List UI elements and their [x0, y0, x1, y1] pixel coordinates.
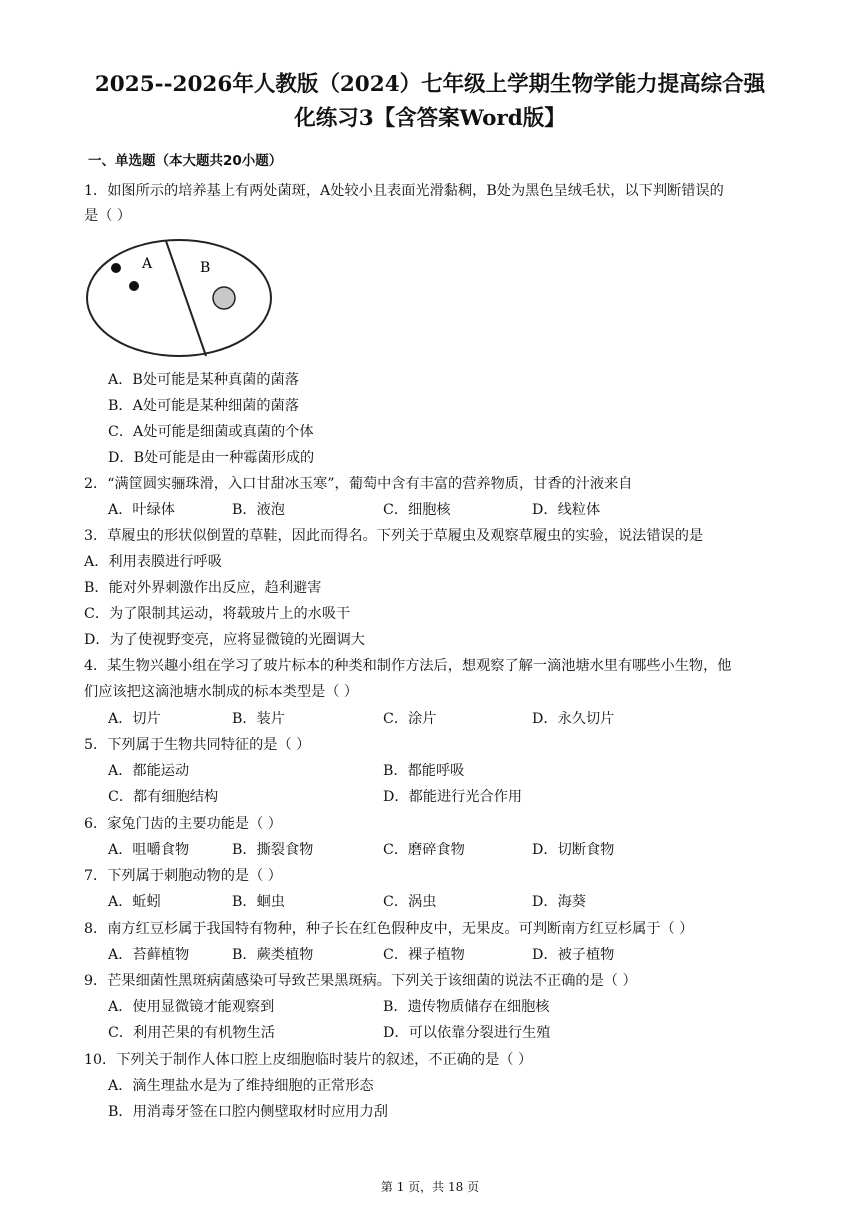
q8-stem: 8．南方红豆杉属于我国特有物种，种子长在红色假种皮中，无果皮。可判断南方红豆杉属于（ ） — [84, 921, 694, 937]
q8-option-d: D．被子植物 — [532, 947, 615, 963]
title-line-1: 2025--2026年人教版（2024）七年级上学期生物学能力提高综合强 — [94, 72, 766, 97]
q10-stem: 10．下列关于制作人体口腔上皮细胞临时装片的叙述，不正确的是（ ） — [84, 1052, 533, 1068]
title-line-2: 化练习3【含答案Word版】 — [294, 106, 566, 131]
q2-option-a: A．叶绿体 — [108, 502, 175, 518]
q1-stem-line-1: 1．如图所示的培养基上有两处菌斑，A处较小且表面光滑黏稠，B处为黑色呈绒毛状，以下判断错误的 — [84, 183, 724, 199]
q4-stem-line-2: 们应该把这滴池塘水制成的标本类型是（ ） — [84, 684, 359, 700]
q10-option-b: B．用消毒牙签在口腔内侧壁取材时应用力刮 — [108, 1104, 388, 1120]
q5-stem: 5．下列属于生物共同特征的是（ ） — [84, 737, 311, 753]
q8-option-a: A．苔藓植物 — [108, 947, 190, 963]
q2-option-d: D．线粒体 — [532, 502, 601, 518]
q7-stem: 7．下列属于刺胞动物的是（ ） — [84, 868, 282, 884]
dish-outline — [87, 240, 271, 356]
q7-option-c: C．涡虫 — [383, 894, 437, 910]
page-footer: 第 1 页，共 18 页 — [380, 1180, 480, 1194]
q9-option-c: C．利用芒果的有机物生活 — [108, 1025, 275, 1041]
q5-option-d: D．都能进行光合作用 — [383, 789, 523, 805]
q9-option-b: B．遗传物质储存在细胞核 — [383, 999, 550, 1015]
q10-option-a: A．滴生理盐水是为了维持细胞的正常形态 — [108, 1078, 374, 1094]
document-title — [60, 68, 800, 136]
q5-option-b: B．都能呼吸 — [383, 763, 465, 779]
q7-option-a: A．蚯蚓 — [108, 894, 161, 910]
q6-option-d: D．切断食物 — [532, 842, 615, 858]
q2-stem: 2．“满筐圆实骊珠滑，入口甘甜冰玉寒”，葡萄中含有丰富的营养物质，甘香的汁液来自 — [84, 476, 633, 492]
q2-option-b: B．液泡 — [232, 502, 285, 518]
q7-option-b: B．蛔虫 — [232, 894, 285, 910]
q5-option-a: A．都能运动 — [108, 763, 190, 779]
q4-stem-line-1: 4．某生物兴趣小组在学习了玻片标本的种类和制作方法后，想观察了解一滴池塘水里有哪些小生物，他 — [84, 658, 732, 674]
q4-option-b: B．装片 — [232, 711, 285, 727]
q9-option-d: D．可以依靠分裂进行生殖 — [383, 1025, 551, 1041]
q4-option-d: D．永久切片 — [532, 711, 615, 727]
q3-option-d: D．为了使视野变亮，应将显微镜的光圈调大 — [84, 632, 365, 648]
label-a: A — [142, 256, 153, 272]
q3-stem: 3．草履虫的形状似倒置的草鞋，因此而得名。下列关于草履虫及观察草履虫的实验，说法错误的是 — [84, 528, 704, 544]
q2-option-c: C．细胞核 — [383, 502, 451, 518]
q6-stem: 6．家兔门齿的主要功能是（ ） — [84, 816, 282, 832]
q1-option-d: D．B处可能是由一种霉菌形成的 — [108, 450, 315, 466]
q6-option-a: A．咀嚼食物 — [108, 842, 190, 858]
q3-option-b: B．能对外界刺激作出反应，趋利避害 — [84, 580, 322, 596]
q8-option-c: C．裸子植物 — [383, 947, 465, 963]
q6-option-c: C．磨碎食物 — [383, 842, 465, 858]
q5-option-c: C．都有细胞结构 — [108, 789, 219, 805]
q6-option-b: B．撕裂食物 — [232, 842, 314, 858]
q1-option-a: A．B处可能是某种真菌的菌落 — [108, 372, 299, 388]
section-heading: 一、单选题（本大题共20小题） — [88, 153, 283, 169]
label-b: B — [200, 260, 211, 276]
q1-option-c: C．A处可能是细菌或真菌的个体 — [108, 424, 314, 440]
petri-dish-figure — [84, 236, 274, 360]
q3-option-a: A．利用表膜进行呼吸 — [84, 554, 222, 570]
colony-a-dot-1 — [111, 263, 121, 273]
q1-stem-line-2: 是（ ） — [84, 208, 132, 224]
q7-option-d: D．海葵 — [532, 894, 586, 910]
q1-option-b: B．A处可能是某种细菌的菌落 — [108, 398, 299, 414]
colony-b-spot — [213, 287, 235, 309]
q9-stem: 9．芒果细菌性黑斑病菌感染可导致芒果黑斑病。下列关于该细菌的说法不正确的是（ ） — [84, 973, 637, 989]
q4-option-a: A．切片 — [108, 711, 161, 727]
q3-option-c: C．为了限制其运动，将载玻片上的水吸干 — [84, 606, 351, 622]
colony-a-dot-2 — [129, 281, 139, 291]
q8-option-b: B．蕨类植物 — [232, 947, 314, 963]
q4-option-c: C．涂片 — [383, 711, 437, 727]
dish-divider — [166, 241, 206, 356]
q9-option-a: A．使用显微镜才能观察到 — [108, 999, 275, 1015]
